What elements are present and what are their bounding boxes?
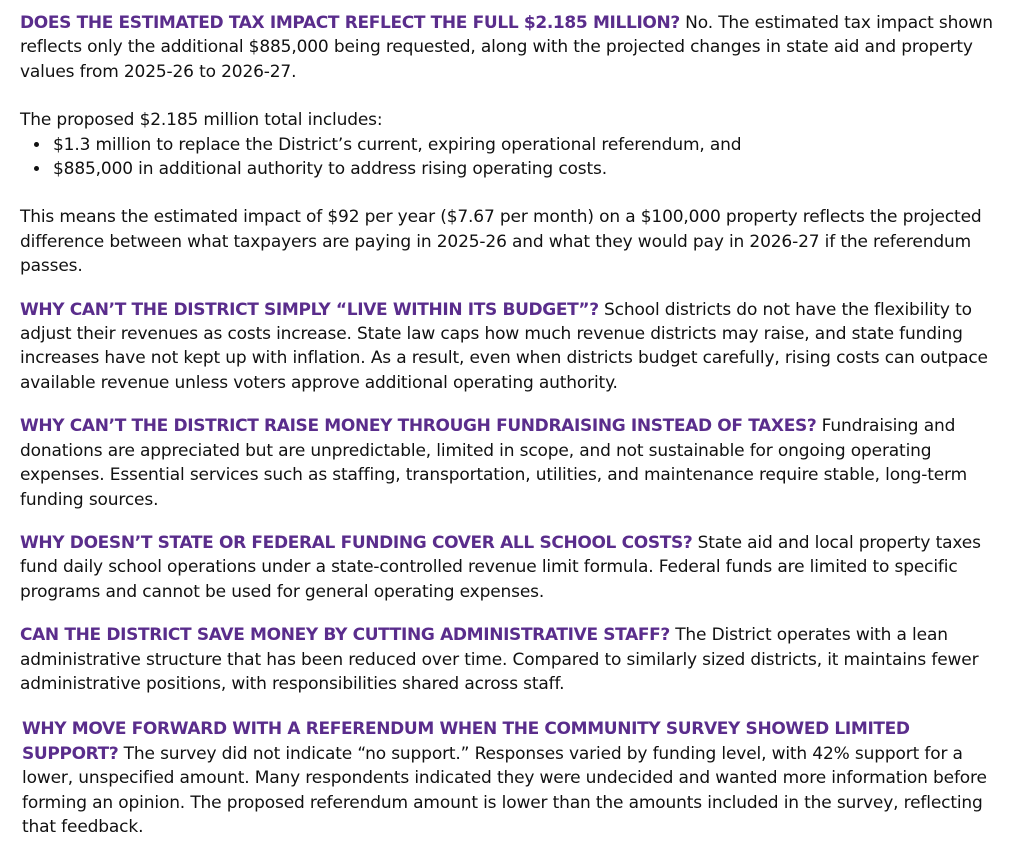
includes-summary: This means the estimated impact of $92 per year ($7.67 per month) on a $100,000 property reflects the projected difference between what taxpayers are paying in 2025-26 and what they would pay in 2026-27 if the referendum passes. <box>20 207 982 277</box>
faq-answer: No. The estimated tax impact shown reflects only the additional $885,000 being requested, along with the projected changes in state aid and property values from 2025-26 to 2026-27. <box>20 13 993 82</box>
faq-question: WHY CAN’T THE DISTRICT SIMPLY “LIVE WITHIN ITS BUDGET”? <box>20 299 599 320</box>
includes-list <box>20 133 1006 182</box>
faq-live-within-budget <box>20 298 1006 396</box>
includes-intro: The proposed $2.185 million total includes: <box>20 110 383 131</box>
list-item: • $885,000 in additional authority to address rising operating costs. <box>51 157 1006 181</box>
faq-question: WHY DOESN’T STATE OR FEDERAL FUNDING COVER ALL SCHOOL COSTS? <box>20 532 693 553</box>
faq-question: DOES THE ESTIMATED TAX IMPACT REFLECT THE FULL $2.185 MILLION? <box>20 13 680 33</box>
faq-state-federal-funding <box>20 531 1006 604</box>
faq-answer: The survey did not indicate “no support.” Responses varied by funding level, with 42% support for a lower, unspecified amount. Many respondents indicated they were undecided and wanted more information before forming an opinion. The proposed referendum amount is lower than the amounts included in the survey, reflecting that feedback. <box>22 743 987 837</box>
faq-administrative-staff <box>20 623 1006 696</box>
faq-answer: The District operates with a lean administrative structure that has been reduced over time. Compared to similarly sized districts, it maintains fewer administrative positions, with responsibilities shared across staff. <box>20 625 979 694</box>
list-item: • $1.3 million to replace the District’s current, expiring operational referendum, and <box>51 133 1006 157</box>
faq-tax-impact <box>20 11 1006 84</box>
faq-answer: School districts do not have the flexibility to adjust their revenues as costs increase. State law caps how much revenue districts may raise, and state funding increases have not kept up with inflation. As a result, even when districts budget carefully, rising costs can outpace available revenue unless voters approve additional operating authority. <box>20 299 988 393</box>
faq-answer: State aid and local property taxes fund daily school operations under a state-controlled revenue limit formula. Federal funds are limited to specific programs and cannot be used for general operating expenses. <box>20 532 981 602</box>
faq-fundraising <box>20 414 1006 512</box>
faq-community-survey <box>20 717 1006 839</box>
faq-question: WHY MOVE FORWARD WITH A REFERENDUM WHEN THE COMMUNITY SURVEY SHOWED LIMITED SUPPORT? <box>22 719 910 764</box>
faq-answer: Fundraising and donations are appreciated but are unpredictable, limited in scope, and not sustainable for ongoing operating expenses. Essential services such as staffing, transportation, utilities, and maintenance require stable, long-term funding sources. <box>20 416 967 510</box>
faq-question: CAN THE DISTRICT SAVE MONEY BY CUTTING ADMINISTRATIVE STAFF? <box>20 625 670 646</box>
faq-question: WHY CAN’T THE DISTRICT RAISE MONEY THROUGH FUNDRAISING INSTEAD OF TAXES? <box>20 416 817 437</box>
